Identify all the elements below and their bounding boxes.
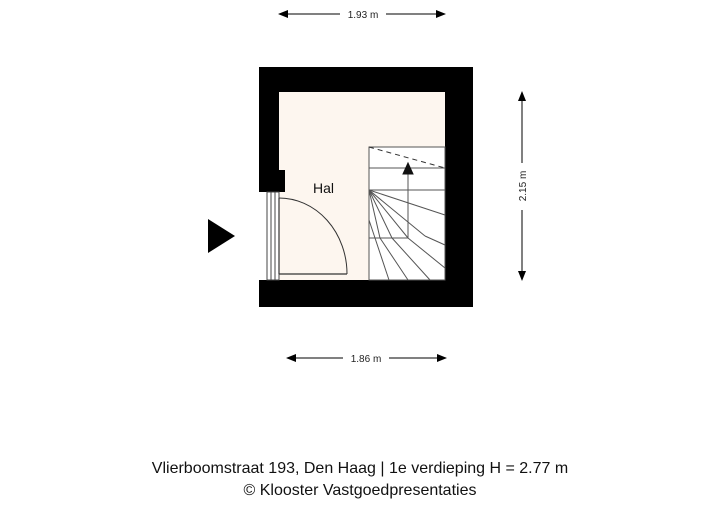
plan-caption-copyright: © Klooster Vastgoedpresentaties xyxy=(243,482,477,499)
room-label: Hal xyxy=(313,180,335,196)
right-dimension-label: 2.15 m xyxy=(518,170,529,202)
wall-left-notch xyxy=(279,170,285,192)
right-dimension xyxy=(518,92,529,280)
bottom-dimension-label: 1.86 m xyxy=(350,354,382,365)
top-dimension-label: 1.93 m xyxy=(347,10,379,21)
wall-right xyxy=(445,67,473,307)
top-dimension xyxy=(279,10,445,21)
wall-left-upper xyxy=(259,67,279,192)
plan-caption-address: Vlierboomstraat 193, Den Haag | 1e verdieping H = 2.77 m xyxy=(151,460,569,477)
staircase xyxy=(369,147,445,280)
wall-top xyxy=(259,67,473,92)
entrance-arrow-icon xyxy=(208,219,235,253)
wall-bottom xyxy=(259,280,473,307)
door-jamb xyxy=(267,192,279,280)
bottom-dimension xyxy=(287,354,446,365)
